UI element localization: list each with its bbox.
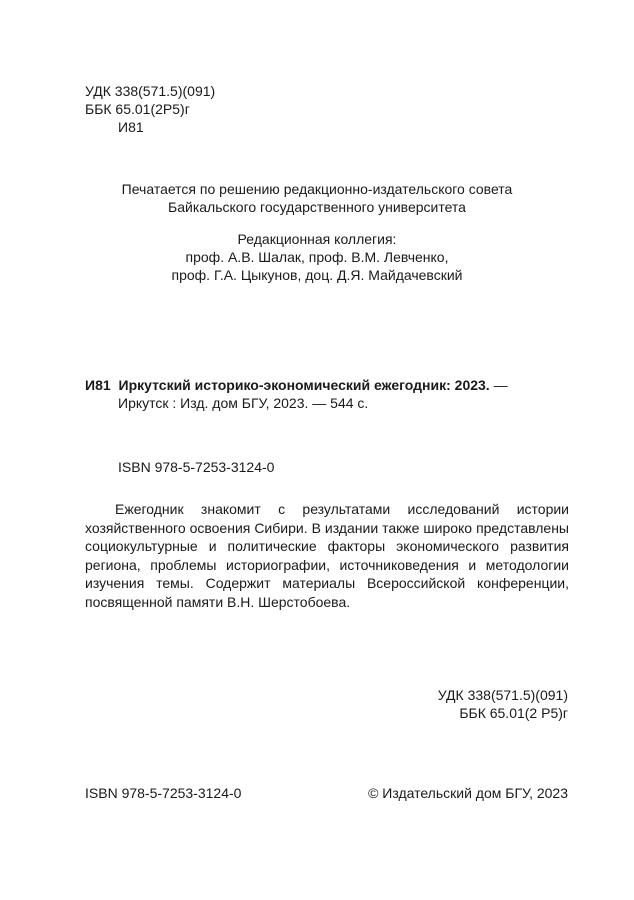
bibliographic-code: И81: [85, 377, 111, 393]
editorial-board-line-1: проф. А.В. Шалак, проф. В.М. Левченко,: [185, 249, 449, 265]
footer-udk-code: УДК 338(571.5)(091): [437, 687, 568, 703]
publication-note-line-2: Байкальского государственного университета: [168, 199, 466, 215]
bbk-code: ББК 65.01(2Р5)г: [85, 101, 190, 117]
isbn-main: ISBN 978-5-7253-3124-0: [118, 459, 275, 475]
editorial-board-line-2: проф. Г.А. Цыкунов, доц. Д.Я. Майдачевский: [171, 267, 463, 283]
copyright-notice: © Издательский дом БГУ, 2023: [368, 785, 568, 801]
editorial-board-heading: Редакционная коллегия:: [237, 231, 397, 247]
footer-isbn: ISBN 978-5-7253-3124-0: [85, 785, 242, 801]
author-sign: И81: [118, 119, 144, 135]
annotation-paragraph: Ежегодник знакомит с результатами исследований истории хозяйственного освоения Сибири. В издании также широко представлены социокультурные и политические факторы экономического развития региона, проблемы историографии, источниковедения и методологии изучения темы. Содержит материалы Всероссийской конференции, посвященной памяти В.Н. Шерстобоева.: [85, 501, 569, 610]
bibliographic-record-header: [85, 376, 508, 394]
bibliographic-title: Иркутский историко-экономический ежегодник: 2023.: [118, 377, 490, 393]
footer-bbk-code: ББК 65.01(2 Р5)г: [459, 705, 568, 721]
publication-note-line-1: Печатается по решению редакционно-издательского совета: [121, 181, 513, 197]
udk-code: УДК 338(571.5)(091): [85, 83, 216, 99]
bibliographic-dash: —: [493, 377, 508, 393]
bibliographic-imprint: Иркутск : Изд. дом БГУ, 2023. — 544 с.: [118, 395, 369, 411]
